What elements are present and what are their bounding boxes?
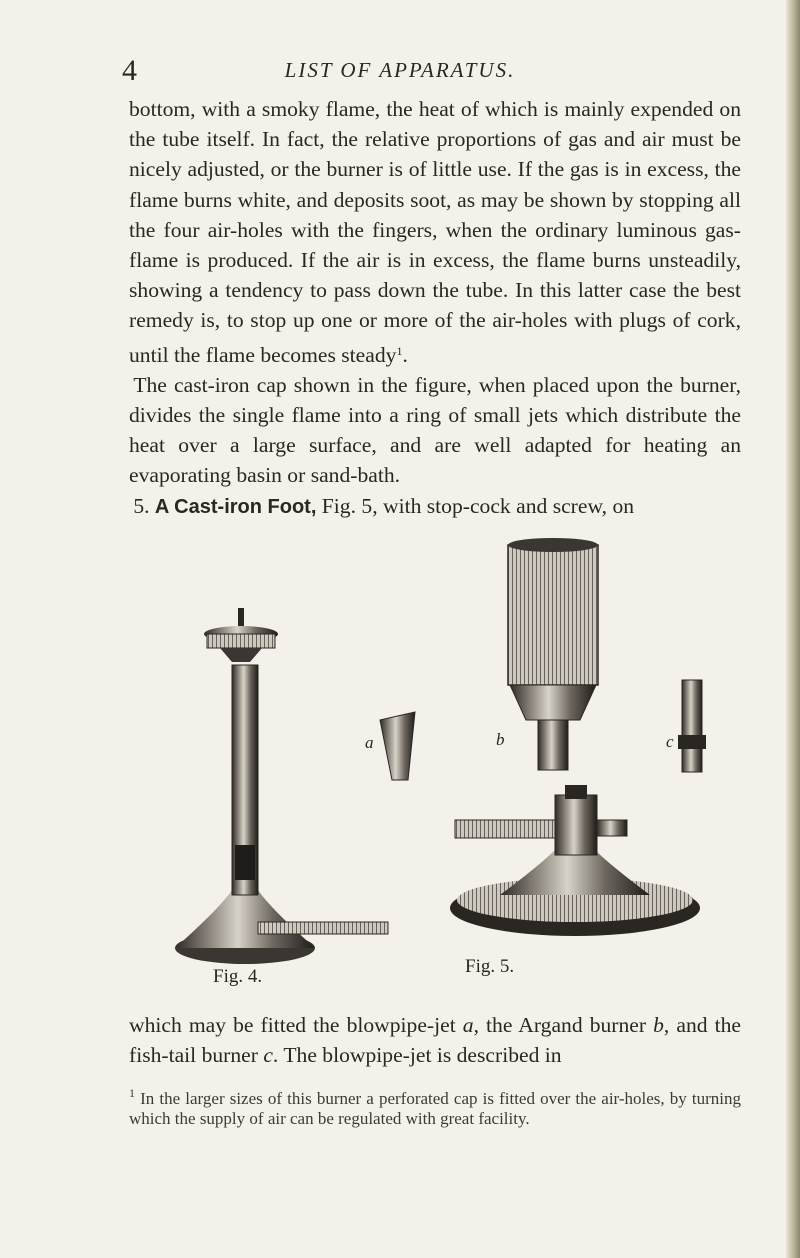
paragraph-1: bottom, with a smoky flame, the heat of which is mainly expended on the tube itself. In fact, the relative proportions of gas and air must be nicely adjusted, or the burner is of little use. If the gas is in excess, the flame burns white, and deposits soot, as may be shown by stopping all the four air-holes with the fingers, when the ordinary luminous gas-flame is produced. If the air is in excess, the flame burns unsteadily, showing a tendency to pass down the tube. In this latter case the best remedy is, to stop up one or more of the air-holes with plugs of cork, until the flame becomes steady$^1$.: [129, 97, 741, 367]
fig5-fish-tail-burner-c: [678, 680, 706, 772]
apparatus-illustration: [160, 530, 760, 990]
fig5-argand-burner-b: [508, 538, 598, 770]
continuation-text: which may be fitted the blowpipe-jet a, the Argand burner b, and the fish-tail burner c. The blowpipe-jet is described in: [129, 1013, 741, 1068]
running-title: LIST OF APPARATUS.: [284, 58, 516, 82]
item-heading: A Cast-iron Foot,: [154, 495, 317, 518]
footnote-ref: 1: [396, 343, 403, 358]
body-text: [129, 94, 741, 522]
figures-area: [160, 530, 760, 990]
footnote: $^1$ In the larger sizes of this burner a perforated cap is fitted over the air-holes, by turning which the supply of air can be regulated with great facility.: [129, 1086, 741, 1128]
page-edge: [786, 0, 800, 1258]
paragraph-2: The cast-iron cap shown in the figure, when placed upon the burner, divides the single flame into a ring of small jets which distribute the heat over a large surface, and are well adapted for heating an evaporating basin or sand-bath.: [129, 372, 741, 488]
fig4-caption: Fig. 4.: [213, 966, 263, 987]
label-a: a: [365, 733, 374, 752]
label-b: b: [496, 730, 505, 749]
paragraph-3: 5. A Cast-iron Foot, Fig. 5, with stop-cock and screw, on: [133, 493, 635, 518]
item-number: 5.: [133, 493, 150, 518]
fig5-blowpipe-jet-a: [380, 712, 415, 780]
label-c: c: [666, 732, 674, 751]
footnote-marker: 1: [129, 1086, 135, 1100]
fig5-cast-iron-foot: [450, 785, 700, 936]
fig5-caption: Fig. 5.: [465, 956, 515, 977]
page-header: [0, 52, 800, 92]
page-number: 4: [122, 54, 137, 87]
fig4-bunsen-burner: [175, 608, 388, 964]
